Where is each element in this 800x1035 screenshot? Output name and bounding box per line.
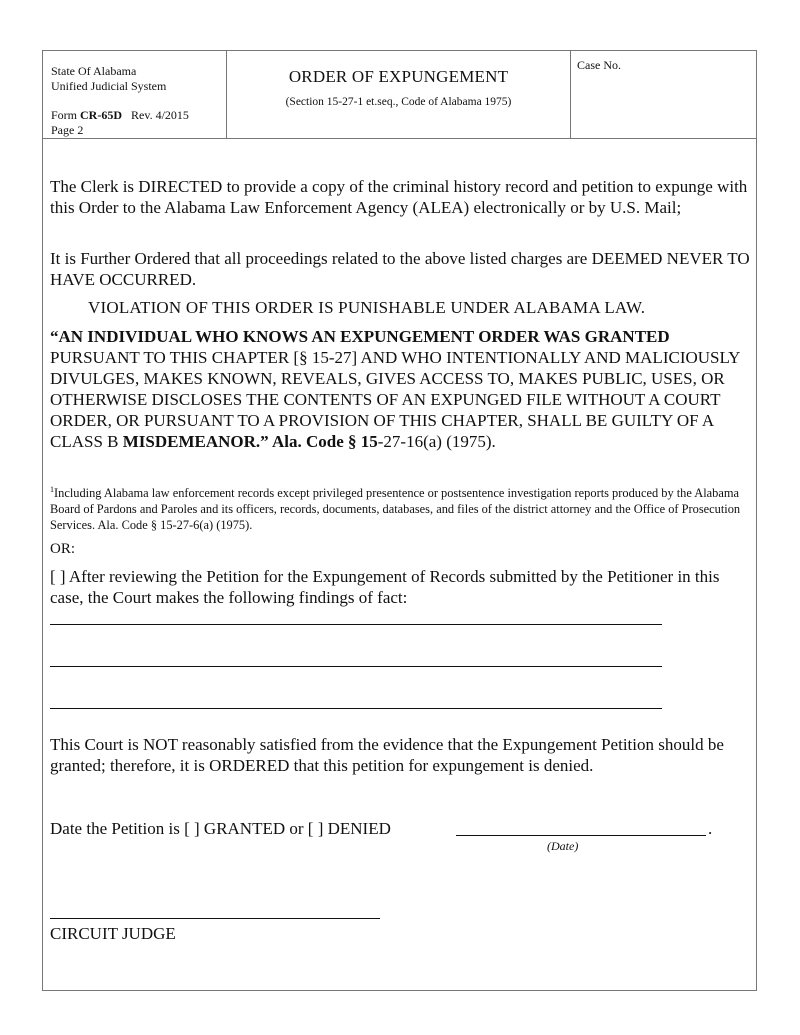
footnote-mark: 1	[50, 485, 54, 494]
not-satisfied-text: This Court is NOT reasonably satisfied from the evidence that the Expungement Petition should be granted; therefore, it is ORDERED that this petition for expungement is denied.	[50, 735, 724, 775]
quote-bold-start: “AN INDIVIDUAL WHO KNOWS AN EXPUNGEMENT ORDER WAS GRANTED	[50, 327, 670, 346]
date-period: .	[708, 819, 713, 838]
findings-line-2[interactable]	[50, 666, 662, 667]
or-label: OR:	[50, 541, 76, 557]
form-label: Form	[51, 108, 78, 122]
form-id	[51, 108, 226, 123]
footnote-text: Including Alabama law enforcement records except privileged presentence or postsentence investigation reports produced by the Alabama Board of Pardons and Paroles and its officers, records, documents, databases, and files of the district attorney and the Office of Prosecution Services. Ala. Code § 15-27-6(a) (1975).	[50, 486, 741, 533]
violation-notice: VIOLATION OF THIS ORDER IS PUNISHABLE UNDER ALABAMA LAW.	[88, 298, 646, 317]
title-cell	[227, 50, 571, 138]
quote-cite: -27-16(a) (1975).	[377, 432, 496, 451]
quote-bold-end: MISDEMEANOR.” Ala. Code § 15	[122, 432, 378, 451]
page-title: ORDER OF EXPUNGEMENT	[288, 67, 509, 86]
issuer-cell	[42, 50, 227, 138]
grant-deny-text: Date the Petition is [ ] GRANTED or [ ] DENIED	[50, 819, 391, 838]
findings-option: [ ] After reviewing the Petition for the Expungement of Records submitted by the Petitioner in this case, the Court makes the following findings of fact:	[50, 567, 720, 607]
form-header	[42, 50, 757, 139]
quote-body: PURSUANT TO THIS CHAPTER [§ 15-27] AND WHO INTENTIONALLY AND MALICIOUSLY DIVULGES, MAKES KNOWN, REVEALS, GIVES ACCESS TO, MAKES PUBLIC, USES, OR OTHERWISE DISCLOSES THE CONTENTS OF AN EXPUNGED FILE WITHOUT A COURT ORDER, OR PURSUANT TO A PROVISION OF THIS CHAPTER, SHALL BE GUILTY OF A CLASS B	[50, 348, 740, 451]
org-line2: Unified Judicial System	[51, 79, 167, 93]
page-number: Page 2	[51, 123, 84, 137]
case-no-label: Case No.	[577, 58, 621, 72]
org-line1: State Of Alabama	[51, 64, 137, 78]
findings-line-3[interactable]	[50, 708, 662, 709]
clerk-directive: The Clerk is DIRECTED to provide a copy of the criminal history record and petition to expunge with this Order to the Alabama Law Enforcement Agency (ALEA) electronically or by U.S. Mail;	[50, 177, 748, 217]
circuit-judge-label: CIRCUIT JUDGE	[50, 924, 176, 943]
footnote	[50, 482, 750, 533]
statute-quote	[50, 326, 750, 452]
form-number: CR-65D	[80, 108, 123, 122]
page-subtitle: (Section 15-27-1 et.seq., Code of Alabama 1975)	[285, 96, 512, 108]
further-ordered: It is Further Ordered that all proceedings related to the above listed charges are DEEMED NEVER TO HAVE OCCURRED.	[50, 249, 750, 289]
findings-line-1[interactable]	[50, 624, 662, 625]
revision: Rev. 4/2015	[131, 108, 189, 122]
case-number-field[interactable]	[570, 50, 757, 138]
judge-signature-line[interactable]	[50, 918, 380, 919]
date-caption: (Date)	[547, 839, 579, 853]
